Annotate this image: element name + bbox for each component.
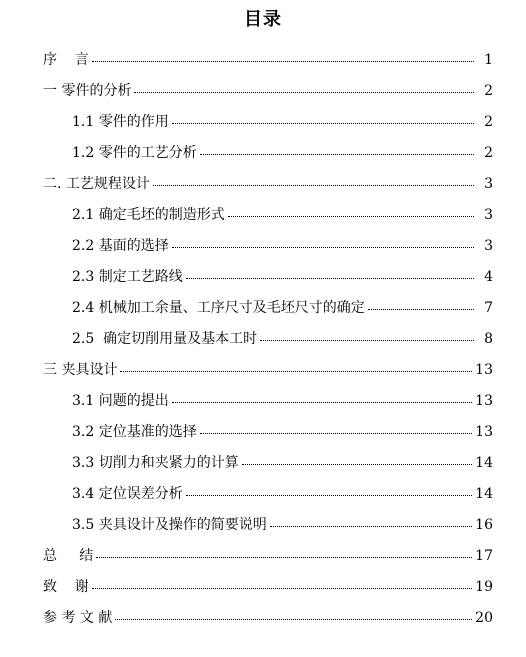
toc-dot-leader	[96, 557, 472, 558]
toc-dot-leader	[242, 464, 472, 465]
toc-entry-page-number: 3	[484, 238, 493, 254]
toc-dot-leader	[172, 123, 474, 124]
toc-entry-line	[0, 300, 493, 321]
toc-dot-leader	[260, 340, 474, 341]
toc-entry[interactable]	[0, 228, 526, 259]
toc-entry-line	[0, 393, 493, 414]
toc-entry-page-number: 4	[484, 269, 493, 285]
toc-entry-page-number: 3	[484, 207, 493, 223]
toc-entry-page-number: 2	[484, 83, 493, 99]
toc-entry-page-number: 17	[475, 548, 493, 564]
toc-entry-title: 1.1 零件的作用	[72, 114, 169, 130]
toc-entry-line	[0, 114, 493, 135]
toc-entry-page-number: 8	[484, 331, 493, 347]
toc-entry-line	[0, 424, 493, 445]
toc-entry[interactable]	[0, 321, 526, 352]
toc-entry[interactable]	[0, 259, 526, 290]
toc-entry-page-number: 19	[475, 579, 493, 595]
toc-entry[interactable]	[0, 166, 526, 197]
toc-title: 目录	[244, 9, 282, 30]
toc-entry[interactable]	[0, 600, 526, 631]
toc-entry-line	[0, 331, 493, 352]
toc-entry[interactable]	[0, 135, 526, 166]
toc-list	[0, 42, 526, 631]
toc-dot-leader	[92, 588, 472, 589]
toc-entry-title: 二. 工艺规程设计	[43, 176, 150, 192]
toc-entry-line	[0, 145, 493, 166]
toc-entry[interactable]	[0, 507, 526, 538]
toc-entry-title: 2.1 确定毛坯的制造形式	[72, 207, 225, 223]
toc-dot-leader	[200, 154, 474, 155]
toc-entry-line	[0, 517, 493, 538]
toc-entry-page-number: 2	[484, 145, 493, 161]
toc-entry-title: 2.3 制定工艺路线	[72, 269, 183, 285]
toc-dot-leader	[228, 216, 474, 217]
toc-entry-title: 致 谢	[43, 579, 89, 595]
toc-entry[interactable]	[0, 569, 526, 600]
toc-entry-title: 一 零件的分析	[43, 83, 132, 99]
toc-entry-page-number: 13	[475, 393, 493, 409]
toc-entry[interactable]	[0, 538, 526, 569]
toc-entry-title: 3.5 夹具设计及操作的简要说明	[72, 517, 267, 533]
toc-entry[interactable]	[0, 197, 526, 228]
toc-entry-line	[0, 362, 493, 383]
toc-entry[interactable]	[0, 476, 526, 507]
toc-dot-leader	[270, 526, 472, 527]
toc-dot-leader	[186, 495, 472, 496]
toc-dot-leader	[186, 278, 474, 279]
toc-entry-title: 2.4 机械加工余量、工序尺寸及毛坯尺寸的确定	[72, 300, 365, 316]
toc-entry-title: 3.1 问题的提出	[72, 393, 169, 409]
toc-entry-page-number: 16	[475, 517, 493, 533]
toc-entry-title: 2.2 基面的选择	[72, 238, 169, 254]
toc-entry[interactable]	[0, 290, 526, 321]
toc-dot-leader	[153, 185, 474, 186]
toc-dot-leader	[172, 247, 474, 248]
toc-entry-line	[0, 83, 493, 104]
toc-dot-leader	[172, 402, 472, 403]
toc-entry-title: 总 结	[43, 548, 94, 564]
toc-dot-leader	[92, 61, 474, 62]
toc-entry[interactable]	[0, 73, 526, 104]
toc-entry-page-number: 7	[484, 300, 493, 316]
toc-entry-title: 序 言	[43, 52, 89, 68]
toc-entry-line	[0, 455, 493, 476]
toc-dot-leader	[200, 433, 472, 434]
toc-entry[interactable]	[0, 42, 526, 73]
toc-entry-line	[0, 207, 493, 228]
toc-entry-line	[0, 610, 493, 631]
toc-entry-line	[0, 486, 493, 507]
toc-dot-leader	[120, 371, 472, 372]
toc-entry-title: 1.2 零件的工艺分析	[72, 145, 197, 161]
toc-entry-title: 3.3 切削力和夹紧力的计算	[72, 455, 239, 471]
toc-entry-line	[0, 269, 493, 290]
toc-entry-page-number: 13	[475, 424, 493, 440]
toc-entry-page-number: 14	[475, 486, 493, 502]
toc-entry-line	[0, 548, 493, 569]
toc-entry-title: 三 夹具设计	[43, 362, 118, 378]
toc-dot-leader	[134, 92, 474, 93]
toc-entry-line	[0, 52, 493, 73]
toc-entry-line	[0, 238, 493, 259]
toc-entry[interactable]	[0, 352, 526, 383]
toc-entry[interactable]	[0, 445, 526, 476]
toc-entry-page-number: 2	[484, 114, 493, 130]
toc-entry-line	[0, 176, 493, 197]
toc-entry-title: 3.2 定位基准的选择	[72, 424, 197, 440]
toc-entry[interactable]	[0, 414, 526, 445]
toc-entry-page-number: 3	[484, 176, 493, 192]
toc-entry-title: 2.5 确定切削用量及基本工时	[72, 331, 258, 347]
toc-entry-page-number: 20	[475, 610, 493, 626]
toc-entry-line	[0, 579, 493, 600]
toc-entry-page-number: 1	[484, 52, 493, 68]
toc-entry-page-number: 14	[475, 455, 493, 471]
toc-entry[interactable]	[0, 104, 526, 135]
toc-entry-page-number: 13	[475, 362, 493, 378]
toc-dot-leader	[115, 619, 472, 620]
toc-entry-title: 参 考 文 献	[43, 610, 113, 626]
toc-entry-title: 3.4 定位误差分析	[72, 486, 183, 502]
toc-dot-leader	[368, 309, 474, 310]
toc-entry[interactable]	[0, 383, 526, 414]
